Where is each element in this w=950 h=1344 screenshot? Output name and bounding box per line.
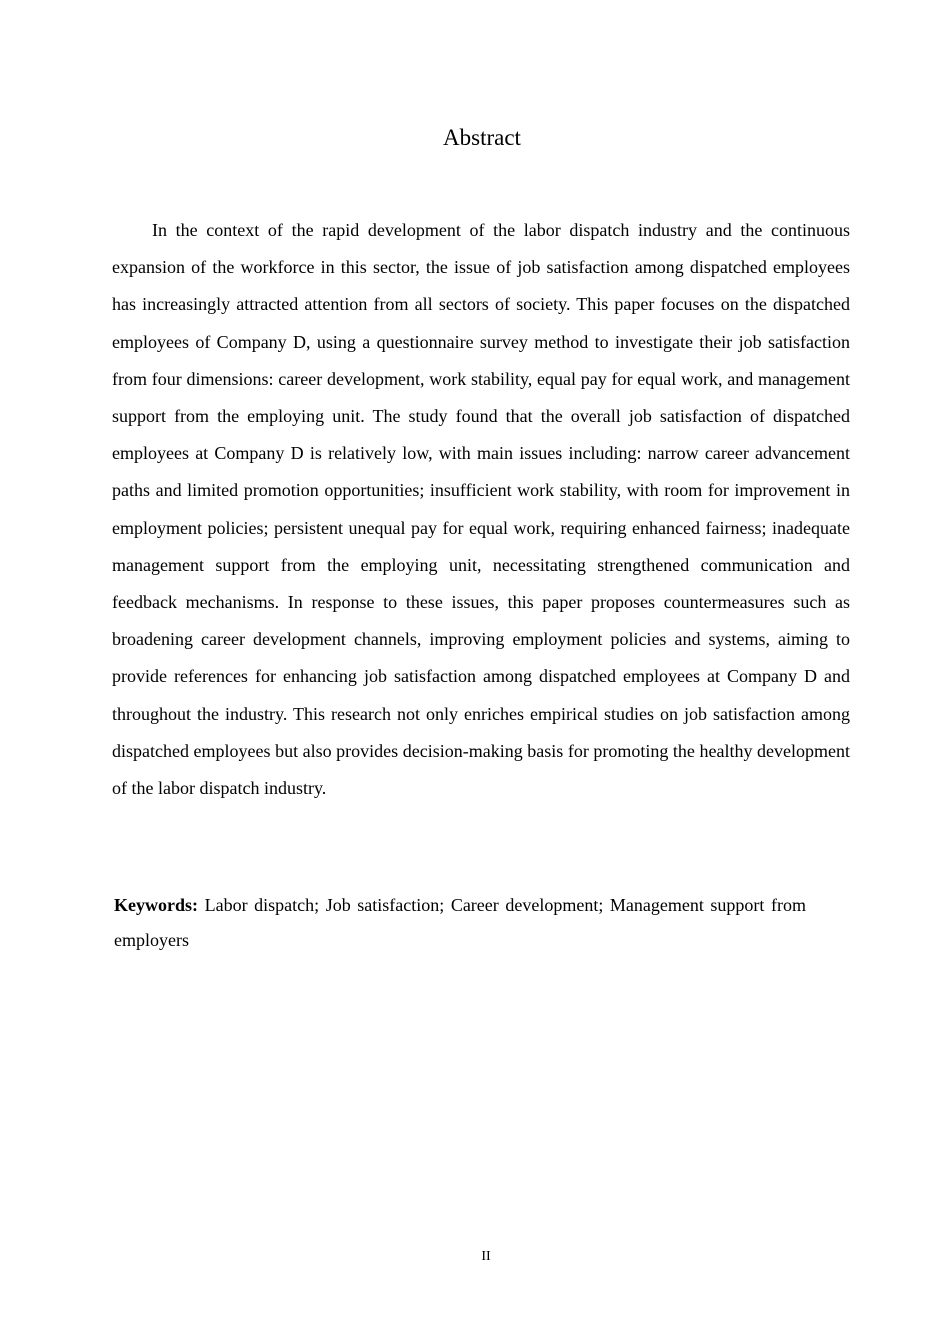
page-title: Abstract <box>443 125 521 150</box>
keywords-text: Labor dispatch; Job satisfaction; Career development; Management support from employers <box>114 895 806 950</box>
page-number: II <box>481 1249 491 1264</box>
abstract-paragraph: In the context of the rapid development of the labor dispatch industry and the continuous expansion of the workforce in this sector, the issue of job satisfaction among dispatched employees has increasingly attracted attention from all sectors of society. This paper focuses on the dispatched employees of Company D, using a questionnaire survey method to investigate their job satisfaction from four dimensions: career development, work stability, equal pay for equal work, and management support from the employing unit. The study found that the overall job satisfaction of dispatched employees at Company D is relatively low, with main issues including: narrow career advancement paths and limited promotion opportunities; insufficient work stability, with room for improvement in employment policies; persistent unequal pay for equal work, requiring enhanced fairness; inadequate management support from the employing unit, necessitating strengthened communication and feedback mechanisms. In response to these issues, this paper proposes countermeasures such as broadening career development channels, improving employment policies and systems, aiming to provide references for enhancing job satisfaction among dispatched employees at Company D and throughout the industry. This research not only enriches empirical studies on job satisfaction among dispatched employees but also provides decision-making basis for promoting the healthy development of the labor dispatch industry. <box>112 220 850 799</box>
keywords-paragraph <box>114 888 806 958</box>
keywords-label: Keywords: <box>114 895 198 915</box>
